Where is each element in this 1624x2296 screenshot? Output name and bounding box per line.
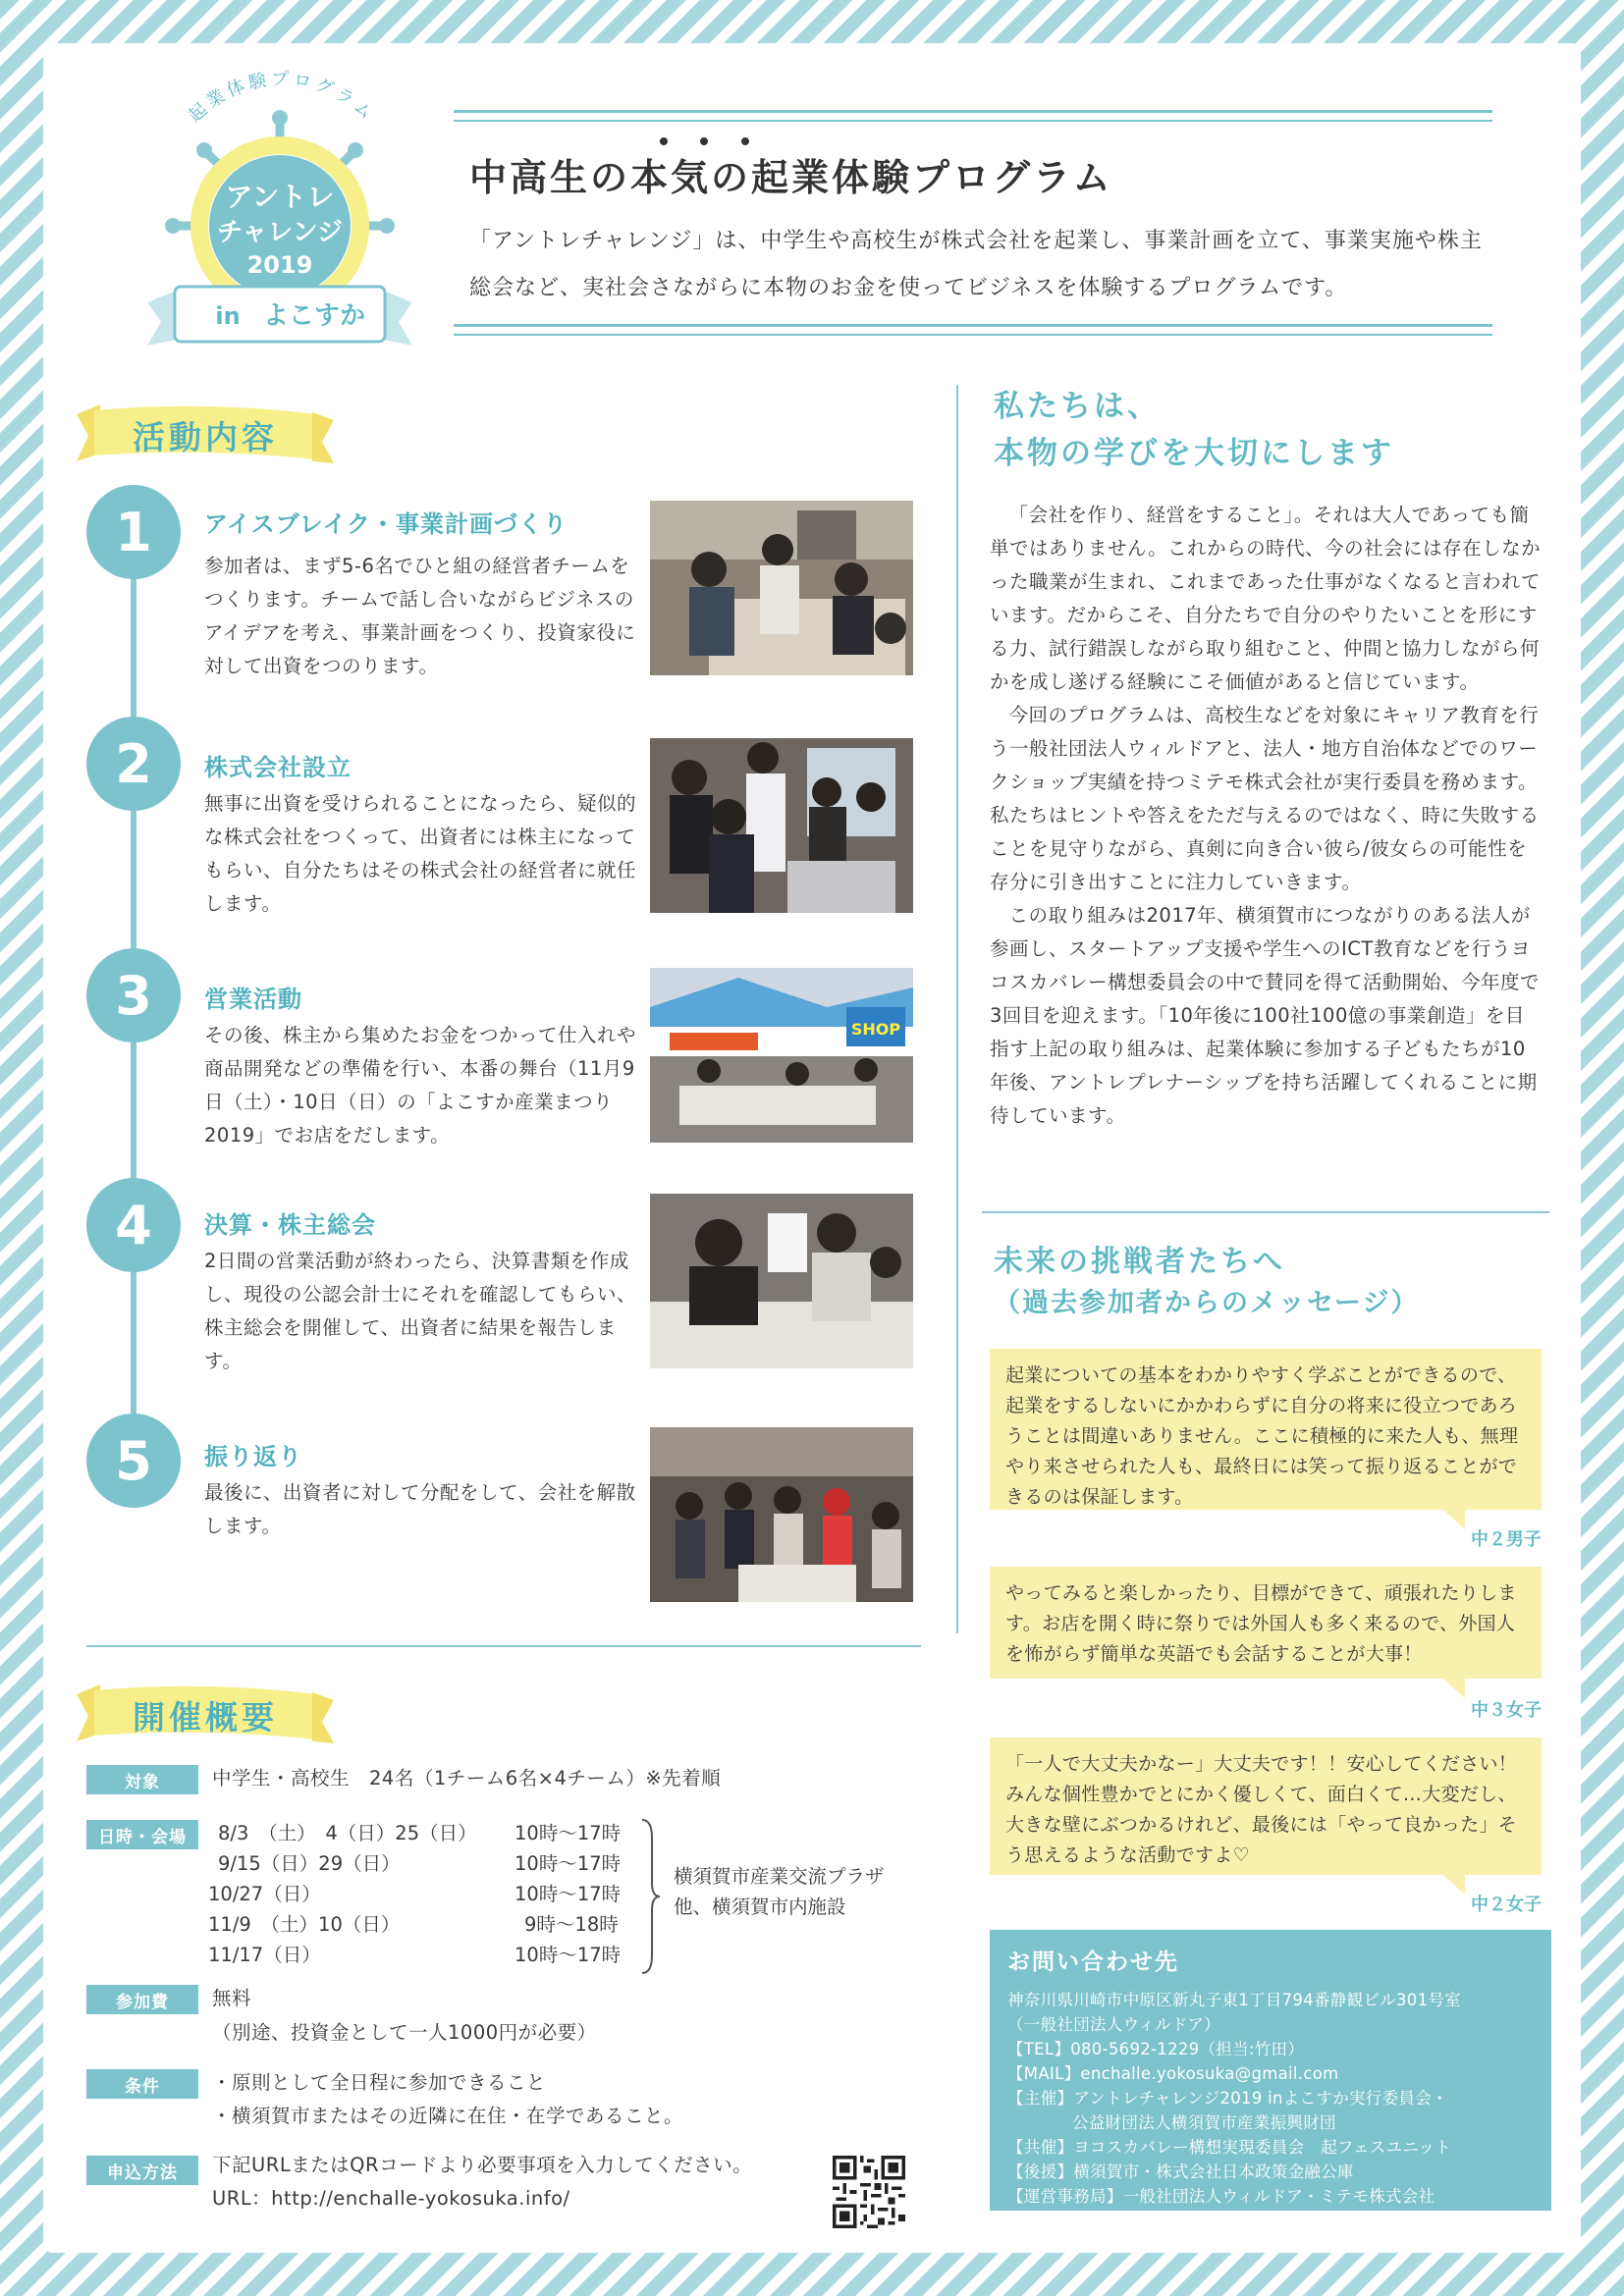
schedule-date-3: 10/27（日） — [208, 1883, 321, 1905]
message-2: やってみると楽しかったり、目標ができて、頑張れたりします。お店を開く時に祭りでは外国人も多く来るので、外国人を怖がらず簡単な英語でも会話することが大事！ — [990, 1567, 1542, 1679]
header-line-bottom — [454, 324, 1492, 327]
philosophy-paragraph: 「会社を作り、経営をすること」。それは大人であっても簡単ではありません。これからの時代、今の社会には存在しなかった職業が生まれ、これまであった仕事がなくなると言われています。だからこそ、自分たちで自分のやりたいことを形にする力、試行錯誤しながら取り組むこと、仲間と協力しながら何かを成し遂げる経験にこそ価値があると信じています。 — [990, 504, 1542, 693]
step-5-photo — [650, 1427, 913, 1602]
venue-line-2: 他、横須賀市内施設 — [674, 1896, 846, 1918]
message-3-tail — [1443, 1875, 1465, 1895]
logo-year: 2019 — [246, 251, 313, 279]
schedule-time-3: 10時～17時 — [514, 1883, 622, 1905]
message-3-author: 中２女子 — [1471, 1895, 1542, 1915]
schedule-date-5: 11/17（日） — [208, 1944, 321, 1966]
philosophy-heading-1: 私たちは、 — [994, 389, 1161, 424]
logo-line2: チャレンジ — [217, 218, 343, 247]
logo-arc-text: 起業体験プログラム — [184, 69, 380, 127]
apply-line-1: 下記URLまたはQRコードより必要事項を入力してください。 — [212, 2154, 753, 2176]
step-3-title: 営業活動 — [204, 986, 302, 1013]
message-1: 起業についての基本をわかりやすく学ぶことができるので、起業をするしないにかかわらずに自分の将来に役立つであろうことは間違いありません。ここに積極的に来た人も、無理やり来させられた人も、最終日には笑って振り返ることができるのは保証します。 — [990, 1349, 1542, 1510]
step-5-body: 最後に、出資者に対して分配をして、会社を解散します。 — [204, 1481, 636, 1537]
schedule-date-4: 11/9 （土）10（日） — [208, 1913, 401, 1936]
emphasis-dot — [741, 137, 749, 145]
contact-host-2: 公益財団法人横須賀市産業振興財団 — [1072, 2113, 1336, 2132]
message-2-tail — [1443, 1679, 1465, 1698]
step-5-number: 5 — [86, 1414, 181, 1508]
contact-mail[interactable]: 【MAIL】enchalle.yokosuka@gmail.com — [1007, 2064, 1339, 2083]
step-1-title: アイスブレイク・事業計画づくり — [204, 510, 568, 538]
apply-label: 申込方法 — [86, 2156, 198, 2185]
schedule-time-2: 10時～17時 — [514, 1852, 622, 1875]
target-label: 対象 — [86, 1765, 198, 1794]
contact-box — [990, 1930, 1551, 2211]
right-divider — [982, 1211, 1549, 1213]
contact-tel[interactable]: 【TEL】080-5692-1229（担当:竹田） — [1007, 2040, 1305, 2058]
step-2-body: 無事に出資を受けられることになったら、疑似的な株式会社をつくって、出資者には株主になってもらい、自分たちはその株式会社の経営者に就任します。 — [204, 792, 637, 915]
schedule-time-4: 9時～18時 — [524, 1913, 619, 1936]
messages-heading-1: 未来の挑戦者たちへ — [994, 1245, 1285, 1279]
step-5-title: 振り返り — [204, 1443, 302, 1470]
message-2-author: 中３女子 — [1471, 1700, 1542, 1721]
logo-in: in — [215, 302, 241, 330]
program-logo — [118, 59, 442, 383]
activities-heading: 活動内容 — [133, 417, 278, 456]
fee-line-2: （別途、投資金として一人1000円が必要） — [212, 2021, 597, 2044]
contact-host-1: 【主催】アントレチャレンジ2019 inよこすか実行委員会・ — [1007, 2089, 1448, 2108]
header-line-top — [454, 110, 1492, 113]
schedule-brace — [640, 1818, 662, 1975]
schedule-label: 日時・会場 — [86, 1820, 198, 1849]
emphasis-dot — [700, 137, 708, 145]
step-1-number: 1 — [86, 485, 181, 579]
schedule-date-2: 9/15（日）29（日） — [218, 1852, 401, 1875]
step-1-body: 参加者は、まず5-6名でひと組の経営者チームをつくります。チームで話し合いながらビジネスのアイデアを考え、事業計画をつくり、投資家役に対して出資をつのります。 — [204, 555, 636, 677]
apply-url[interactable]: URL：http://enchalle-yokosuka.info/ — [212, 2187, 570, 2210]
step-3-body: その後、株主から集めたお金をつかって仕入れや商品開発などの準備を行い、本番の舞台（11月9日（土）・10日（日）の「よこすか産業まつり2019」でお店をだします。 — [204, 1024, 637, 1147]
step-1-photo — [650, 501, 913, 675]
philosophy-heading-2: 本物の学びを大切にします — [994, 436, 1394, 471]
shop-sign: SHOP — [850, 1020, 901, 1039]
contact-cohost: 【共催】ヨコスカバレー構想実現委員会 起フェスユニット — [1007, 2138, 1452, 2157]
column-divider — [956, 385, 958, 1633]
condition-line-1: ・原則として全日程に参加できること — [212, 2071, 547, 2094]
venue-line-1: 横須賀市産業交流プラザ — [674, 1865, 885, 1888]
condition-line-2: ・横須賀市またはその近隣に在住・在学であること。 — [212, 2105, 684, 2127]
header-line-top-thin — [454, 120, 1492, 122]
contact-org: （一般社団法人ウィルドア） — [1007, 2015, 1220, 2034]
contact-support: 【後援】横須賀市・株式会社日本政策金融公庫 — [1007, 2163, 1354, 2181]
step-3-number: 3 — [86, 948, 181, 1042]
header-line-bottom-thin — [454, 334, 1492, 336]
schedule-date-1: 8/3 （土） 4（日）25（日） — [218, 1822, 477, 1844]
schedule-time-5: 10時～17時 — [514, 1944, 622, 1966]
emphasis-dot — [660, 137, 668, 145]
logo-line1: アントレ — [225, 181, 335, 213]
schedule-time-1: 10時～17時 — [514, 1822, 622, 1844]
philosophy-paragraph: 今回のプログラムは、高校生などを対象にキャリア教育を行う一般社団法人ウィルドアと、法人・地方自治体などでのワークショップ実績を持つミテモ株式会社が実行委員を務めます。私たちはヒントや答えをただ与えるのではなく、時に失敗することを見守りながら、真剣に向き合い彼ら/彼女らの可能性を存分に引き出すことに注力していきます。 — [990, 704, 1540, 893]
message-3: 「一人で大丈夫かなー」大丈夫です！！安心してください！みんな個性豊かでとにかく優しくて、面白くて…大変だし、大きな壁にぶつかるけれど、最後には「やって良かった」そう思えるような活動ですよ♡ — [990, 1737, 1542, 1875]
overview-heading: 開催概要 — [133, 1697, 278, 1736]
qr-code — [833, 2156, 905, 2228]
step-4-number: 4 — [86, 1178, 181, 1272]
philosophy-body — [990, 499, 1542, 1133]
philosophy-paragraph: この取り組みは2017年、横須賀市につながりのある法人が参画し、スタートアップ支援や学生へのICT教育などを行うヨコスカバレー構想委員会の中で賛同を得て活動開始、今年度で3回目を迎えます。「10年後に100社100億の事業創造」を目指す上記の取り組みは、起業体験に参加する子どもたちが10年後、アントレプレナーシップを持ち活躍してくれることに期待しています。 — [990, 904, 1541, 1127]
fee-line-1: 無料 — [212, 1987, 252, 2009]
message-1-author: 中２男子 — [1471, 1529, 1542, 1550]
contact-address: 神奈川県川崎市中原区新丸子東1丁目794番静観ビル301号室 — [1007, 1991, 1461, 2009]
left-divider — [86, 1645, 921, 1647]
fee-label: 参加費 — [86, 1985, 198, 2014]
intro-text: 「アントレチャレンジ」は、中学生や高校生が株式会社を起業し、事業計画を立て、事業実施や株主総会など、実社会さながらに本物のお金を使ってビジネスを体験するプログラムです。 — [469, 229, 1483, 300]
step-2-photo — [650, 738, 913, 913]
messages-heading-2: （過去参加者からのメッセージ） — [994, 1288, 1420, 1318]
main-title: 中高生の本気の起業体験プログラム — [469, 156, 1113, 199]
step-4-body: 2日間の営業活動が終わったら、決算書類を作成し、現役の公認会計士にそれを確認してもらい、株主総会を開催して、出資者に結果を報告します。 — [204, 1250, 637, 1372]
condition-label: 条件 — [86, 2069, 198, 2099]
overview-ribbon — [77, 1684, 334, 1745]
message-1-tail — [1443, 1510, 1465, 1529]
step-4-title: 決算・株主総会 — [204, 1211, 376, 1239]
target-value: 中学生・高校生 24名（1チーム6名×4チーム）※先着順 — [212, 1767, 722, 1789]
logo-place: よこすか — [262, 301, 366, 331]
step-4-photo — [650, 1194, 913, 1368]
activities-ribbon — [77, 404, 334, 465]
step-2-title: 株式会社設立 — [204, 754, 352, 781]
step-3-photo — [650, 968, 913, 1143]
contact-office: 【運営事務局】一般社団法人ウィルドア・ミテモ株式会社 — [1007, 2187, 1435, 2206]
step-2-number: 2 — [86, 717, 181, 811]
contact-title: お問い合わせ先 — [1007, 1949, 1179, 1975]
